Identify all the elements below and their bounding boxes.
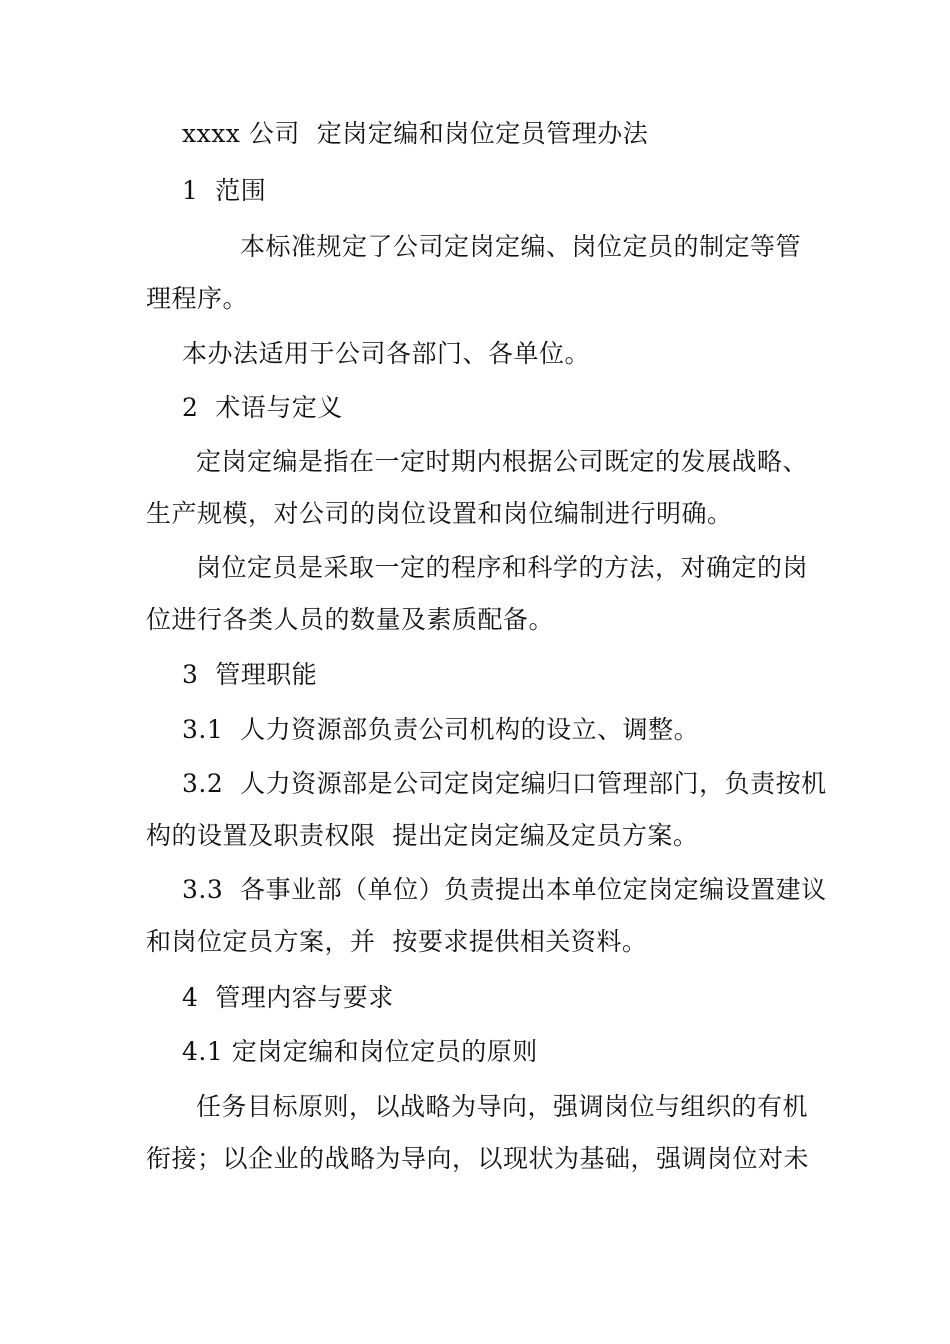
paragraph-line: 3.3 各事业部（单位）负责提出本单位定岗定编设置建议: [182, 875, 827, 904]
paragraph-line: 3.1 人力资源部负责公司机构的设立、调整。: [182, 715, 700, 744]
paragraph-line: 任务目标原则，以战略为导向，强调岗位与组织的有机: [196, 1092, 809, 1121]
paragraph-line: 定岗定编是指在一定时期内根据公司既定的发展战略、: [196, 447, 809, 476]
section-heading-4: 4 管理内容与要求: [182, 983, 394, 1012]
paragraph-line: 衔接；以企业的战略为导向，以现状为基础，强调岗位对未: [146, 1144, 810, 1173]
section-heading-1: 1 范围: [182, 176, 267, 205]
paragraph-line: 生产规模，对公司的岗位设置和岗位编制进行明确。: [146, 499, 733, 528]
paragraph-line: 和岗位定员方案，并 按要求提供相关资料。: [146, 927, 648, 956]
paragraph-line: 理程序。: [146, 284, 249, 313]
paragraph-line: 3.2 人力资源部是公司定岗定编归口管理部门，负责按机: [182, 769, 827, 798]
section-heading-2: 2 术语与定义: [182, 393, 343, 422]
document-title: xxxx 公司 定岗定编和岗位定员管理办法: [182, 119, 649, 148]
paragraph-line: 位进行各类人员的数量及素质配备。: [146, 605, 555, 634]
section-heading-3: 3 管理职能: [182, 660, 318, 689]
paragraph-line: 岗位定员是采取一定的程序和科学的方法，对确定的岗: [196, 553, 809, 582]
subsection-heading: 4.1 定岗定编和岗位定员的原则: [182, 1037, 538, 1066]
paragraph-line: 本办法适用于公司各部门、各单位。: [182, 339, 591, 368]
paragraph-line: 构的设置及职责权限 提出定岗定编及定员方案。: [146, 821, 699, 850]
paragraph-line: 本标准规定了公司定岗定编、岗位定员的制定等管: [240, 232, 802, 261]
